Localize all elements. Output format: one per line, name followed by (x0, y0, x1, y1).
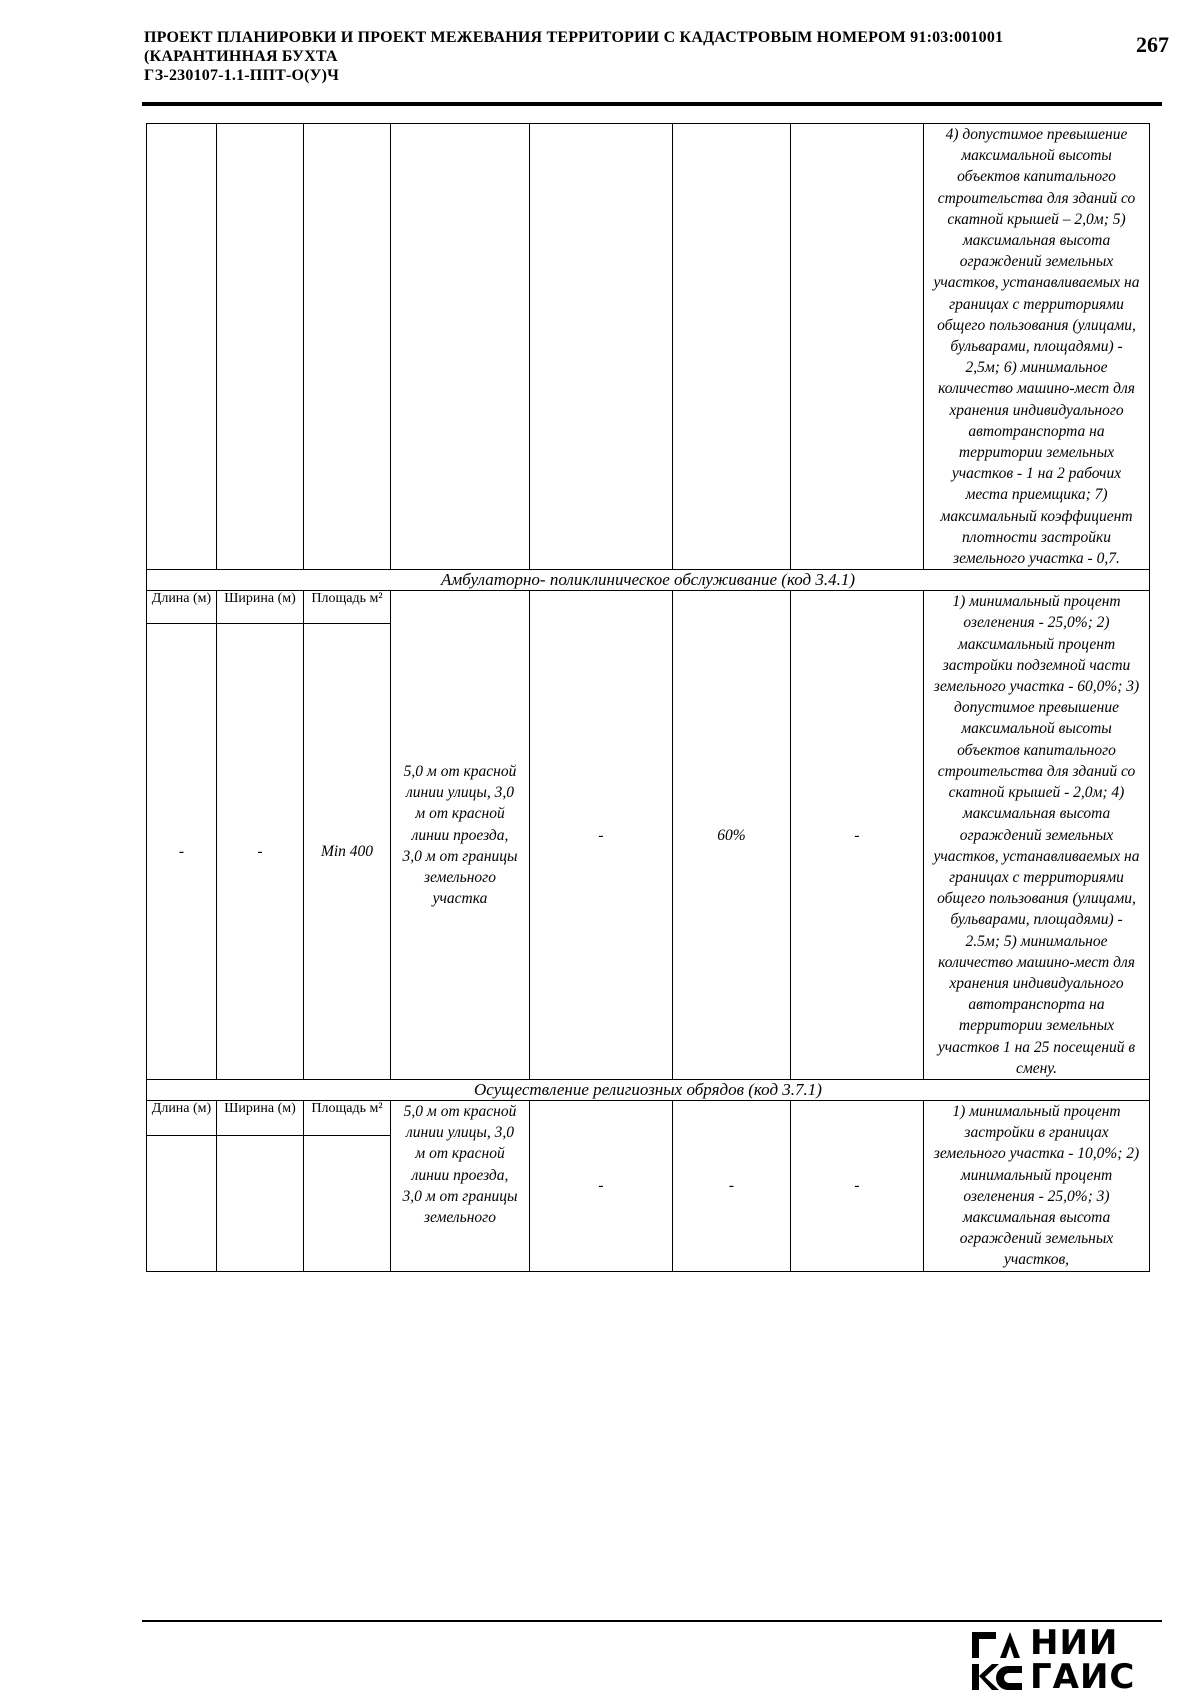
section-title-row (147, 570, 1150, 591)
header-title-line1: ПРОЕКТ ПЛАНИРОВКИ И ПРОЕКТ МЕЖЕВАНИЯ ТЕРРИТОРИИ С КАДАСТРОВЫМ НОМЕРОМ 91:03:001001 (144, 29, 1004, 46)
regulations-table (146, 123, 1150, 1272)
col-header-length: Длина (м) (147, 1100, 217, 1135)
cell-width: - (217, 624, 304, 1080)
cell-other-params: 1) минимальный процент застройки в границах земельного участка - 10,0%; 2) минимальный процент озеленения - 25,0%; 3) максимальная высота ограждений земельных участков, (924, 1100, 1150, 1271)
cell-empty (530, 124, 673, 570)
regulations-table-wrap (146, 123, 1149, 1272)
col-header-width: Ширина (м) (217, 591, 304, 624)
cell-col5: - (530, 591, 673, 1080)
cell-col7: - (791, 1100, 924, 1271)
continuation-row (147, 124, 1150, 570)
nii-gais-logo (970, 1623, 1170, 1697)
cell-empty (147, 1135, 217, 1271)
cell-empty (217, 124, 304, 570)
logo-text-nii: НИИ (1030, 1623, 1119, 1663)
col-header-area: Площадь м² (304, 591, 391, 624)
section-title: Осуществление религиозных обрядов (код 3.7.1) (147, 1079, 1150, 1100)
cell-setback: 5,0 м от красной линии улицы, 3,0 м от красной линии проезда, 3,0 м от границы земельного (391, 1100, 530, 1271)
header-rule (142, 102, 1162, 106)
logo-text-gais: ГАИС (1030, 1657, 1136, 1697)
header-doc-code: ГЗ-230107-1.1-ППТ-О(У)Ч (144, 67, 340, 84)
cell-col6: 60% (673, 591, 791, 1080)
cell-col6: - (673, 1100, 791, 1271)
cell-empty (673, 124, 791, 570)
section-title: Амбулаторно- поликлиническое обслуживание (код 3.4.1) (147, 570, 1150, 591)
footer-rule (142, 1620, 1162, 1622)
col-header-area: Площадь м² (304, 1100, 391, 1135)
cell-empty (391, 124, 530, 570)
logo-mark-icon (970, 1630, 1024, 1692)
cell-area: Min 400 (304, 624, 391, 1080)
cell-empty (147, 124, 217, 570)
table-row (147, 1100, 1150, 1135)
cell-empty (304, 1135, 391, 1271)
cell-empty (791, 124, 924, 570)
page-number: 267 (1136, 32, 1169, 57)
cell-empty (304, 124, 391, 570)
document-header (144, 28, 1164, 85)
cell-setback: 5,0 м от красной линии улицы, 3,0 м от красной линии проезда, 3,0 м от границы земельного участка (391, 591, 530, 1080)
cell-other-params: 4) допустимое превышение максимальной высоты объектов капитального строительства для зданий со скатной крышей – 2,0м; 5) максимальная высота ограждений земельных участков, устанавливаемых на границах с территориями общего пользования (улицами, бульварами, площадями) - 2,5м; 6) минимальное количество машино-мест для хранения индивидуального автотранспорта на территории земельных участков - 1 на 2 рабочих места приемщика; 7) максимальный коэффициент плотности застройки земельного участка - 0,7. (924, 124, 1150, 570)
col-header-length: Длина (м) (147, 591, 217, 624)
cell-empty (217, 1135, 304, 1271)
col-header-width: Ширина (м) (217, 1100, 304, 1135)
cell-other-params: 1) минимальный процент озеленения - 25,0%; 2) максимальный процент застройки подземной части земельного участка - 60,0%; 3) допустимое превышение максимальной высоты объектов капитального строительства для зданий со скатной крышей - 2,0м; 4) максимальная высота ограждений земельных участков, устанавливаемых на границах с территориями общего пользования (улицами, бульварами, площадями) - 2.5м; 5) минимальное количество машино-мест для хранения индивидуального автотранспорта на территории земельных участков 1 на 25 посещений в смену. (924, 591, 1150, 1080)
cell-col7: - (791, 591, 924, 1080)
cell-length: - (147, 624, 217, 1080)
table-row (147, 591, 1150, 624)
section-title-row (147, 1079, 1150, 1100)
header-title-line2: (КАРАНТИННАЯ БУХТА (144, 48, 338, 65)
cell-col5: - (530, 1100, 673, 1271)
